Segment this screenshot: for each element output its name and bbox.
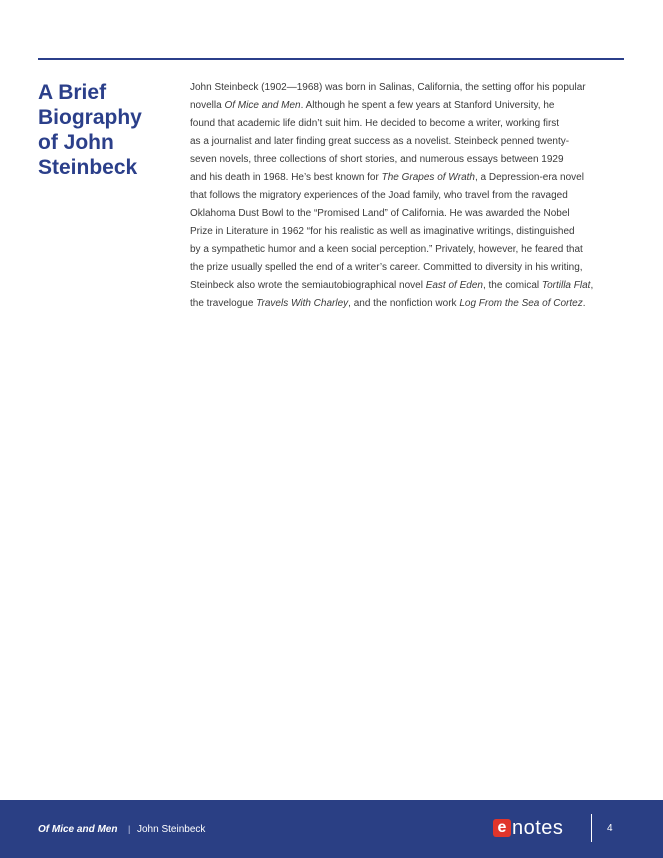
italic-title-run: The Grapes of Wrath — [381, 172, 475, 183]
paragraph-line — [190, 259, 626, 277]
top-divider — [38, 58, 624, 60]
text-run: and his death in 1968. He’s best known for — [190, 172, 382, 183]
text-run: Oklahoma Dust Bowl to the “Promised Land” of California. He was awarded the Nobel — [190, 208, 570, 219]
italic-title-run: Of Mice and Men — [224, 100, 301, 111]
italic-title-run: Tortilla Flat — [541, 280, 591, 291]
footer-book-title: Of Mice and Men — [38, 824, 118, 835]
logo-wordmark: notes — [512, 817, 564, 839]
footer-separator: | — [128, 824, 131, 834]
page-title — [38, 80, 168, 180]
text-run: novella — [190, 100, 225, 111]
paragraph-line — [190, 79, 626, 97]
paragraph-line — [190, 277, 626, 295]
title-line: A Brief — [38, 81, 107, 104]
text-run: seven novels, three collections of short stories, and numerous essays between 1929 — [190, 154, 564, 165]
text-run: , a Depression-era novel — [474, 172, 584, 183]
title-line: of John — [38, 131, 114, 154]
text-run: . Although he spent a few years at Stanford University, he — [300, 100, 555, 111]
text-run: found that academic life didn’t suit him. He decided to become a writer, working first — [190, 118, 560, 129]
footer-author: John Steinbeck — [137, 824, 206, 835]
paragraph-line — [190, 169, 626, 187]
paragraph-line — [190, 241, 626, 259]
text-run: , and the nonfiction work — [348, 298, 460, 309]
paragraph-line — [190, 151, 626, 169]
text-run: that follows the migratory experiences of the Joad family, who travel from the ravaged — [190, 190, 568, 201]
paragraph-line — [190, 187, 626, 205]
italic-title-run: East of Eden — [425, 280, 483, 291]
text-run: , the comical — [482, 280, 542, 291]
biography-paragraph — [190, 79, 626, 313]
italic-title-run: Log From the Sea of Cortez — [459, 298, 583, 309]
logo-e-mark: e — [493, 819, 511, 837]
paragraph-line — [190, 223, 626, 241]
text-run: Steinbeck also wrote the semiautobiographical novel — [190, 280, 426, 291]
footer-bar — [0, 800, 663, 858]
paragraph-line — [190, 97, 626, 115]
text-run: Prize in Literature in 1962 “for his realistic as well as imaginative writings, distinguished — [190, 226, 575, 237]
footer-divider — [591, 814, 592, 842]
text-run: the travelogue — [190, 298, 257, 309]
text-run: as a journalist and later finding great success as a novelist. Steinbeck penned twenty- — [190, 136, 570, 147]
paragraph-line — [190, 295, 626, 313]
text-run: . — [582, 298, 586, 309]
italic-title-run: Travels With Charley — [256, 298, 349, 309]
paragraph-line — [190, 133, 626, 151]
title-line: Biography — [38, 106, 142, 129]
page-number: 4 — [607, 823, 613, 834]
paragraph-line — [190, 115, 626, 133]
text-run: , — [590, 280, 594, 291]
text-run: the prize usually spelled the end of a writer’s career. Committed to diversity in his writing, — [190, 262, 583, 273]
text-run: John Steinbeck (1902—1968) was born in Salinas, California, the setting offor his popular — [190, 82, 586, 93]
paragraph-line — [190, 205, 626, 223]
title-line: Steinbeck — [38, 156, 138, 179]
text-run: by a sympathetic humor and a keen social perception.” Privately, however, he feared that — [190, 244, 583, 255]
